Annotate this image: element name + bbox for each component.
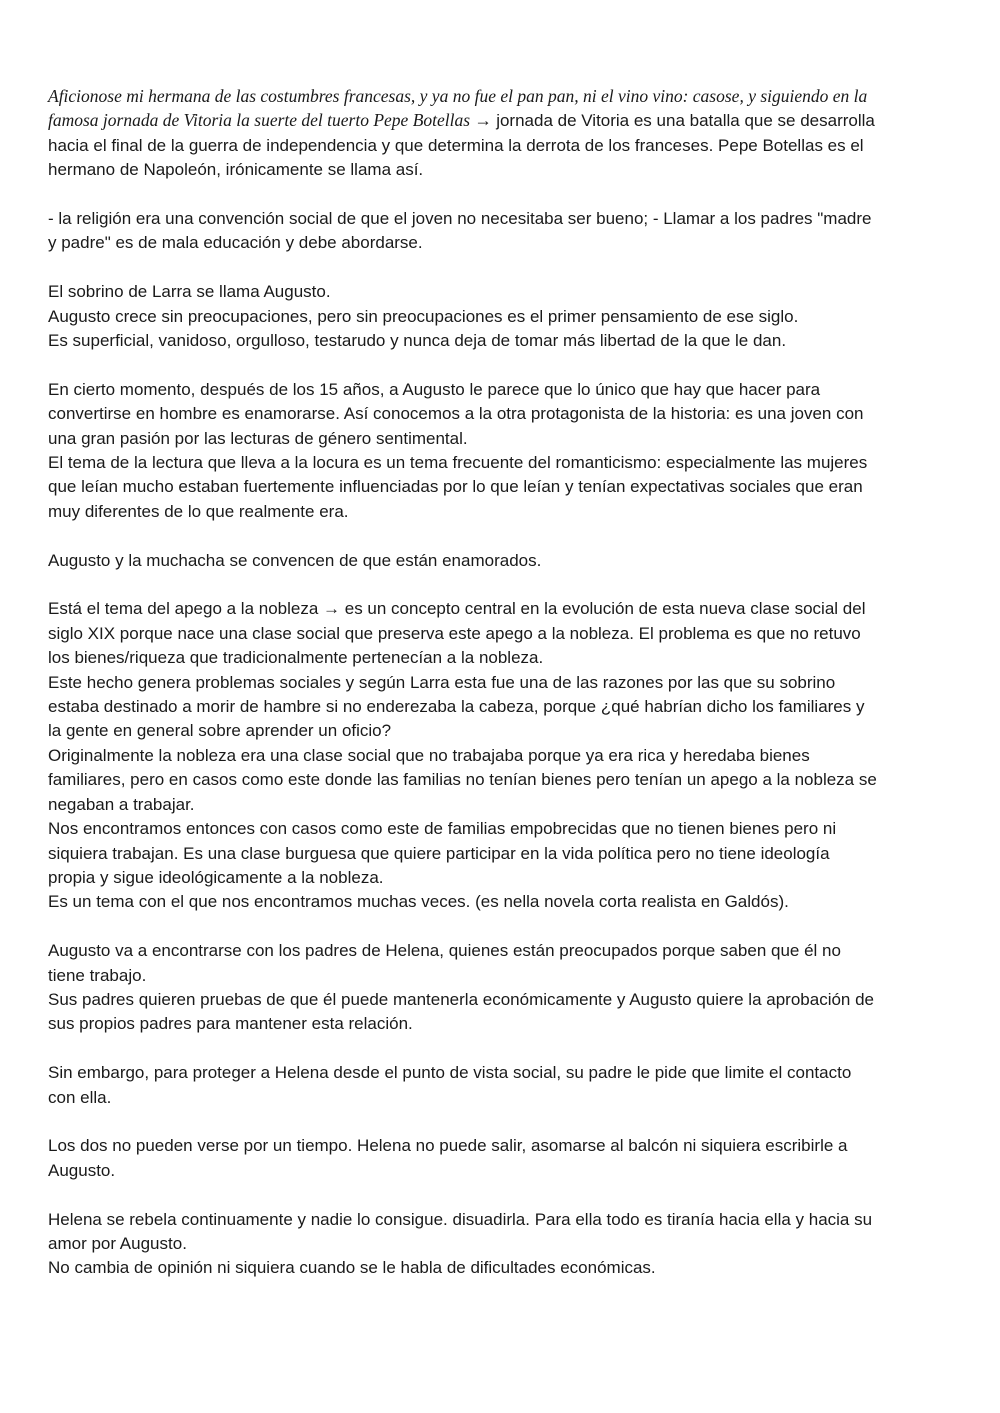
document-page xyxy=(48,84,954,1305)
paragraph-augusto xyxy=(48,280,954,353)
paragraph-enamorarse xyxy=(48,378,954,524)
paragraph-nobleza xyxy=(48,597,954,914)
text-line: familiares, pero en casos como este donde las familias no tenían bienes pero tenían un apego a la nobleza se xyxy=(48,770,877,790)
text-line: En cierto momento, después de los 15 años, a Augusto le parece que lo único que hay que hacer para xyxy=(48,379,821,399)
paragraph-proteger xyxy=(48,1061,954,1110)
paragraph-padres-helena xyxy=(48,939,954,1037)
paragraph-separacion xyxy=(48,1134,954,1183)
text-line xyxy=(48,108,954,133)
text-line: sus propios padres para mantener esta relación. xyxy=(48,1014,413,1034)
text-line: Augusto va a encontrarse con los padres de Helena, quienes están preocupados porque saben que él no xyxy=(48,941,841,961)
text-line: Helena se rebela continuamente y nadie lo consigue. disuadirla. Para ella todo es tiranía hacia ella y hacia su xyxy=(48,1209,873,1229)
quote-line: famosa jornada de Vitoria la suerte del tuerto Pepe Botellas → xyxy=(48,110,492,131)
text-line: siquiera trabajan. Es una clase burguesa que quiere participar en la vida política pero no tiene ideología xyxy=(48,843,830,863)
text-line: Augusto y la muchacha se convencen de que están enamorados. xyxy=(48,550,542,570)
text-line: con ella. xyxy=(48,1087,112,1107)
text-line: Augusto. xyxy=(48,1160,116,1180)
quote-line: Aficionose mi hermana de las costumbres francesas, y ya no fue el pan pan, ni el vino vino: casose, y siguiendo en la xyxy=(48,86,868,106)
text-line: Es un tema con el que nos encontramos muchas veces. (es nella novela corta realista en Galdós). xyxy=(48,892,789,912)
text-line: negaban a trabajar. xyxy=(48,794,195,814)
text-line: una gran pasión por las lecturas de género sentimental. xyxy=(48,428,468,448)
text-line: amor por Augusto. xyxy=(48,1233,187,1253)
text-line: convertirse en hombre es enamorarse. Así conocemos a la otra protagonista de la historia: es una joven con xyxy=(48,404,864,424)
text-line: Augusto crece sin preocupaciones, pero sin preocupaciones es el primer pensamiento de ese siglo. xyxy=(48,306,799,326)
text-line: siglo XIX porque nace una clase social que preserva este apego a la nobleza. El problema es que no retuvo xyxy=(48,623,861,643)
paragraph-enamorados xyxy=(48,549,954,573)
text-line: los bienes/riqueza que tradicionalmente pertenecían a la nobleza. xyxy=(48,648,544,668)
text-line: Sin embargo, para proteger a Helena desde el punto de vista social, su padre le pide que limite el contacto xyxy=(48,1063,852,1083)
text-line: Nos encontramos entonces con casos como este de familias empobrecidas que no tienen bienes pero ni xyxy=(48,819,837,839)
text-line: hermano de Napoleón, irónicamente se llama así. xyxy=(48,160,424,180)
paragraph-rebelion xyxy=(48,1208,954,1281)
text-line: Originalmente la nobleza era una clase social que no trabajaba porque ya era rica y heredaba bienes xyxy=(48,745,810,765)
text-line: hacia el final de la guerra de independencia y que determina la derrota de los franceses. Pepe Botellas es el xyxy=(48,135,864,155)
text-line: propia y sigue ideológicamente a la nobleza. xyxy=(48,867,384,887)
text-line: Sus padres quieren pruebas de que él puede mantenerla económicamente y Augusto quiere la aprobación de xyxy=(48,989,875,1009)
text-line: Es superficial, vanidoso, orgulloso, testarudo y nunca deja de tomar más libertad de la que le dan. xyxy=(48,331,787,351)
text-line: tiene trabajo. xyxy=(48,965,147,985)
text-line: la gente en general sobre aprender un oficio? xyxy=(48,721,392,741)
text-line: No cambia de opinión ni siquiera cuando se le habla de dificultades económicas. xyxy=(48,1258,656,1278)
text-line: estaba destinado a morir de hambre si no enderezaba la cabeza, porque ¿qué habrían dicho los familiares y xyxy=(48,697,865,717)
text-line: que leían mucho estaban fuertemente influenciadas por lo que leían y tenían expectativas sociales que eran xyxy=(48,477,863,497)
text-line: muy diferentes de lo que realmente era. xyxy=(48,501,349,521)
text-line: Este hecho genera problemas sociales y según Larra esta fue una de las razones por las que su sobrino xyxy=(48,672,836,692)
text-line: Los dos no pueden verse por un tiempo. Helena no puede salir, asomarse al balcón ni siquiera escribirle a xyxy=(48,1136,848,1156)
paragraph-religion xyxy=(48,207,954,256)
text-line: El sobrino de Larra se llama Augusto. xyxy=(48,282,331,302)
text-span: jornada de Vitoria es una batalla que se desarrolla xyxy=(496,111,875,131)
text-line: Está el tema del apego a la nobleza → es un concepto central en la evolución de esta nueva clase social del xyxy=(48,599,866,619)
text-line: El tema de la lectura que lleva a la locura es un tema frecuente del romanticismo: especialmente las mujeres xyxy=(48,453,868,473)
paragraph-vitoria xyxy=(48,84,954,183)
text-line: - la religión era una convención social de que el joven no necesitaba ser bueno; - Llamar a los padres "madre xyxy=(48,209,872,229)
text-line: y padre" es de mala educación y debe abordarse. xyxy=(48,233,423,253)
